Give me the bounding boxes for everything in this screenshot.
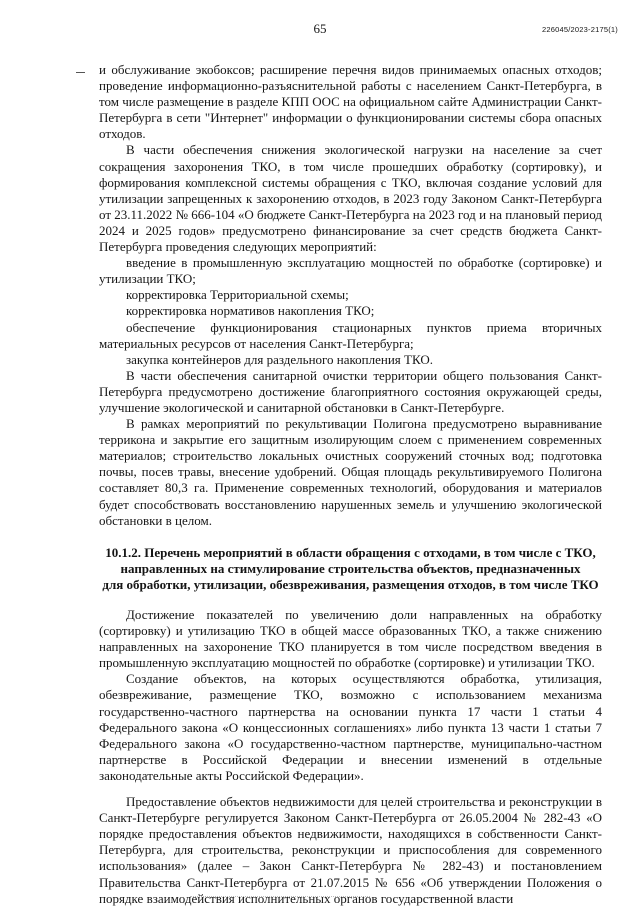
paragraph: закупка контейнеров для раздельного накопления ТКО. bbox=[126, 351, 433, 367]
paragraph: В рамках мероприятий по рекультивации Полигона предусмотрено выравнивание терриконa и закрытие его защитным изолирующим слоем с применением современных материалов; строительство локальных очистных сооружений сточных вод; подготовка почвы, посев травы, внесение удобрений. Общая площадь рекультивируемого Полигона составляет 80,3 га. Применение современных технологий, оборудования и материалов будет способствовать восстановлению нарушенных земель и улучшению экологической обстановки в целом. bbox=[99, 416, 602, 528]
paragraph: обеспечение функционирования стационарных пунктов приема вторичных материальных ресурсов от населения Санкт-Петербурга; bbox=[99, 319, 602, 351]
footer-mark bbox=[190, 896, 370, 898]
margin-mark bbox=[76, 72, 85, 73]
paragraph: В части обеспечения санитарной очистки территории общего пользования Санкт-Петербурга предусмотрено достижение благоприятного состояния окружающей среды, улучшение экологической и санитарной обстановки в Санкт-Петербурге. bbox=[99, 367, 602, 415]
paragraph: корректировка нормативов накопления ТКО; bbox=[126, 303, 375, 319]
section-heading bbox=[99, 545, 602, 593]
paragraph: В части обеспечения снижения экологической нагрузки на население за счет сокращения захоронения ТКО, в том числе прошедших обработку (сортировку), и формирования комплексной системы обращения с ТКО, включая создание условий для утилизации запрещенных к захоронению отходов, в 2023 году Законом Санкт-Петербурга от 23.11.2022 № 666-104 «О бюджете Санкт-Петербурга на 2023 год и на плановый период 2024 и 2025 годов» предусмотрено финансирование за счет средств бюджета Санкт-Петербурга проведения следующих мероприятий: bbox=[99, 142, 602, 255]
document-id: 226045/2023-2175(1) bbox=[542, 25, 618, 34]
heading-line-3: для обработки, утилизации, обезвреживания, размещения отходов, в том числе ТКО bbox=[102, 576, 599, 592]
page-number: 65 bbox=[313, 21, 327, 36]
paragraph-block-2 bbox=[99, 607, 602, 907]
paragraph: Достижение показателей по увеличению доли направленных на обработку (сортировку) и утилизацию ТКО в общей массе образованных ТКО, а также снижению направленных на захоронение ТКО планируется в том числе посредством введения в промышленную эксплуатацию мощностей по обработке (сортировке) и утилизации ТКО. bbox=[99, 607, 602, 671]
heading-line-1: 10.1.2. Перечень мероприятий в области обращения с отходами, в том числе с ТКО, bbox=[105, 544, 596, 560]
paragraph: Создание объектов, на которых осуществляются обработка, утилизация, обезвреживание, размещение ТКО, возможно с использованием механизма государственно-частного партнерства на основании пункта 17 части 1 статьи 4 Федерального закона «О концессионных соглашениях» либо пункта 13 части 1 статьи 7 Федерального закона «О государственно-частном партнерстве, муниципально-частном партнерстве в Российской Федерации и внесении изменений в отдельные законодательные акты Российской Федерации». bbox=[99, 671, 602, 783]
paragraph-block-1 bbox=[99, 62, 602, 529]
paragraph: введение в промышленную эксплуатацию мощностей по обработке (сортировке) и утилизации ТКО; bbox=[99, 255, 602, 287]
paragraph: Предоставление объектов недвижимости для целей строительства и реконструкции в Санкт-Петербурге регулируется Законом Санкт-Петербурга от 26.05.2004 № 282-43 «О порядке предоставления объектов недвижимости, находящихся в собственности Санкт-Петербурга, для строительства, реконструкции и приспособления для современного использования» (далее – Закон Санкт-Петербурга № 282-43) и постановлением Правительства Санкт-Петербурга от 21.07.2015 № 656 «Об утверждении Положения о порядке взаимодействия исполнительных органов государственной власти bbox=[99, 794, 602, 906]
document-body bbox=[99, 62, 602, 907]
paragraph: и обслуживание экобоксов; расширение перечня видов принимаемых опасных отходов; проведение информационно-разъяснительной работы с населением Санкт-Петербурга, в том числе размещение в разделе КПП ООС на официальном сайте Администрации Санкт-Петербурга в сети "Интернет" информации о функционировании системы сбора опасных отходов. bbox=[99, 62, 602, 142]
paragraph: корректировка Территориальной схемы; bbox=[126, 287, 349, 303]
heading-line-2: направленных на стимулирование строительства объектов, предназначенных bbox=[120, 560, 581, 576]
